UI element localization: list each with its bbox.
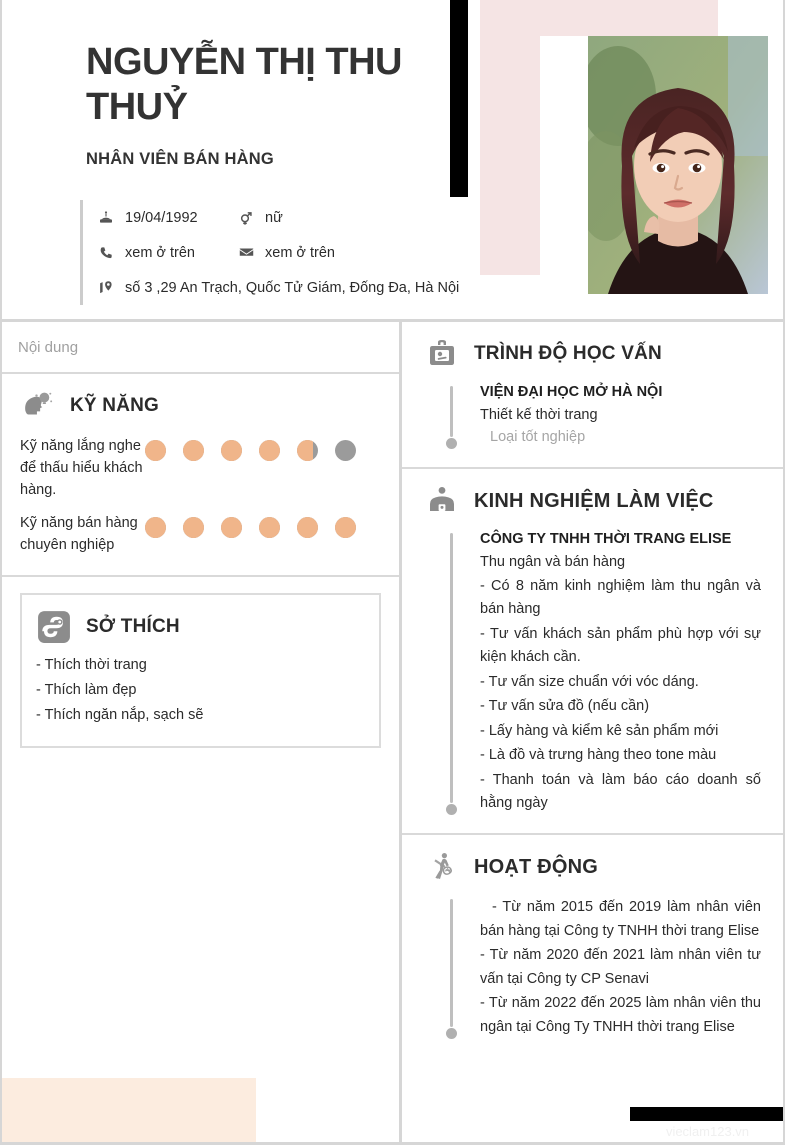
rating-dot[interactable] [221,517,242,538]
experience-title: KINH NGHIỆM LÀM VIỆC [474,489,714,512]
note-placeholder: Nội dung [18,338,79,356]
black-accent-bar [450,0,468,197]
gender-icon [235,210,257,226]
activities-section [402,835,783,1057]
email-item[interactable] [235,244,335,261]
left-column [2,322,402,1142]
list-item: - Từ năm 2020 đến 2021 làm nhân viên tư vấn tại Công ty CP Senavi [480,947,761,987]
education-title: TRÌNH ĐỘ HỌC VẤN [474,343,662,364]
experience-bullets [480,575,761,816]
briefcase-badge-icon [424,336,460,372]
rating-dot[interactable] [183,517,204,538]
experience-timeline [424,529,761,815]
right-column [402,322,783,1142]
timeline-line [450,533,453,803]
peach-decorative-block [2,1078,256,1142]
rating-dot[interactable] [297,440,318,461]
activities-entry [480,895,761,1039]
hobbies-section [20,593,381,748]
rating-dot[interactable] [183,440,204,461]
skill-rating[interactable] [145,513,356,538]
note-input[interactable] [2,322,399,374]
list-item: - Thích ngăn nắp, sạch sẽ [36,706,204,723]
birthday-value: 19/04/1992 [125,209,198,226]
list-item: - Tư vấn khách sản phẩm phù hợp với sự kiện khách cần. [480,625,761,666]
gender-value: nữ [265,209,283,226]
rating-dot[interactable] [297,517,318,538]
school-name: VIỆN ĐẠI HỌC MỞ HÀ NỘI [480,384,663,400]
rating-dot[interactable] [335,440,356,461]
avatar[interactable] [588,36,768,294]
address-value: số 3 ,29 An Trạch, Quốc Tử Giám, Đống Đa, Hà Nội [125,279,460,296]
location-pin-icon [95,279,117,296]
skills-header [20,388,381,424]
list-item: - Là đồ và trưng hàng theo tone màu [480,747,717,764]
list-item: - Tư vấn size chuẩn với vóc dáng. [480,673,699,690]
timeline-dot [446,438,457,449]
activities-timeline [424,895,761,1039]
list-item: - Thích thời trang [36,656,147,673]
experience-header [424,483,761,519]
email-value: xem ở trên [265,244,335,261]
phone-value: xem ở trên [125,244,195,261]
skill-item [20,436,381,501]
workplace-icon [424,483,460,519]
gender-item [235,210,283,226]
skills-title: KỸ NĂNG [70,395,160,416]
contact-row-3 [95,270,460,305]
list-item: - Từ năm 2015 đến 2019 làm nhân viên bán hàng tại Công ty TNHH thời trang Elise [480,899,761,939]
list-item: - Thanh toán và làm báo cáo doanh số hằng ngày [480,771,761,811]
head-lightbulb-icon [20,388,56,424]
phone-item[interactable] [95,245,235,261]
activities-title: HOẠT ĐỘNG [474,855,599,878]
company-name: CÔNG TY TNHH THỜI TRANG ELISE [480,531,732,548]
timeline-dot [446,804,457,815]
phone-icon [95,245,117,261]
timeline-line [450,899,453,1027]
page-title: NGUYỄN THỊ THU THUỶ [86,41,402,128]
list-item: - Tư vấn sửa đồ (nếu cần) [480,698,650,715]
list-item: - Thích làm đẹp [36,681,137,698]
rating-dot[interactable] [145,517,166,538]
rating-dot[interactable] [259,440,280,461]
timeline-dot [446,1028,457,1039]
hobbies-list [36,653,365,728]
email-icon [235,244,257,261]
skill-label: Kỹ năng bán hàng chuyên nghiệp [20,515,138,553]
list-item: - Có 8 năm kinh nghiệm làm thu ngân và bán hàng [480,577,761,618]
timeline-rail [446,895,458,1039]
activities-bullets [480,896,761,1039]
cv-header [2,0,783,322]
rating-dot[interactable] [221,440,242,461]
education-section [402,322,783,469]
education-header [424,336,761,372]
contact-row-1 [95,200,460,235]
education-timeline [424,382,761,449]
hobbies-header [36,609,365,645]
birthday-cake-icon [95,210,117,226]
experience-entry [480,529,761,815]
grade-placeholder[interactable]: Loại tốt nghiệp [490,429,586,446]
rating-dot[interactable] [259,517,280,538]
education-entry [480,382,761,449]
major-name: Thiết kế thời trang [480,406,598,423]
watermark: vieclam123.vn [665,1124,750,1139]
list-item: - Từ năm 2022 đến 2025 làm nhân viên thu ngân tại Công Ty TNHH thời trang Elise [480,995,761,1035]
list-item: - Lấy hàng và kiểm kê sản phẩm mới [480,722,719,739]
hobbies-title: SỞ THÍCH [86,615,180,637]
experience-section [402,469,783,835]
black-footer-bar [630,1107,785,1121]
job-title: NHÂN VIÊN BÁN HÀNG [86,150,274,168]
address-item [95,279,459,296]
skill-item [20,513,381,557]
skill-rating[interactable] [145,436,356,461]
timeline-line [450,386,453,437]
rating-dot[interactable] [145,440,166,461]
contact-row-2 [95,235,460,270]
person-net-icon [424,849,460,885]
steam-logo-icon [36,609,72,645]
rating-dot[interactable] [335,517,356,538]
cv-body [2,322,783,1142]
birthday-item [95,210,235,226]
skill-label: Kỹ năng lắng nghe để thấu hiểu khách hàng. [20,438,143,498]
activities-header [424,849,761,885]
position-name: Thu ngân và bán hàng [480,554,626,571]
skills-section [2,374,399,577]
timeline-rail [446,382,458,449]
timeline-rail [446,529,458,815]
contact-block [80,200,460,305]
